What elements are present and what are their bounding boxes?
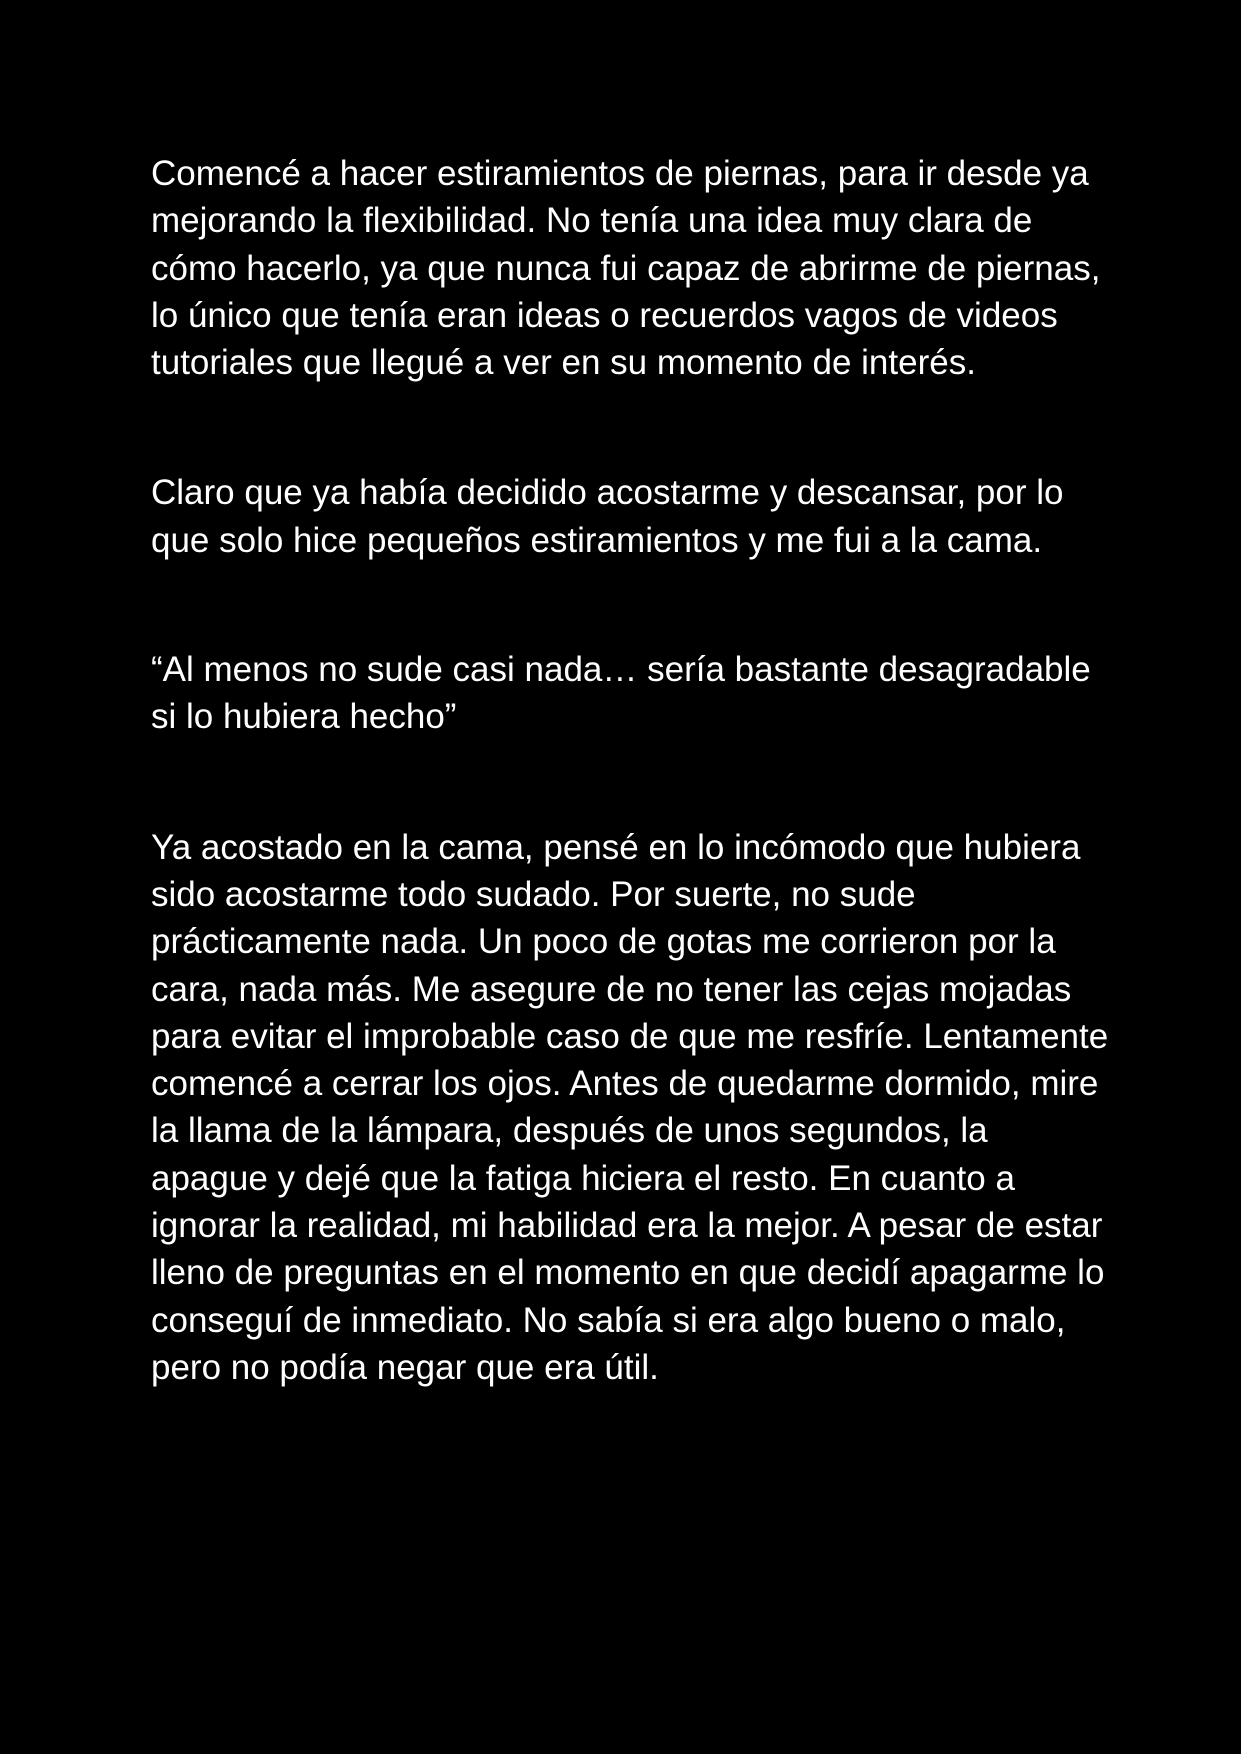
- paragraph-stretching: Comencé a hacer estiramientos de piernas, para ir desde ya mejorando la flexibilidad. No tenía una idea muy clara de cómo hacerlo, ya que nunca fui capaz de abrirme de piernas, lo único que tenía eran ideas o recuerdos vagos de videos tutoriales que llegué a ver en su momento de interés.: [151, 154, 1101, 383]
- paragraph-quote: “Al menos no sude casi nada… sería bastante desagradable si lo hubiera hecho”: [151, 650, 1091, 737]
- paragraph-going-to-bed: Claro que ya había decidido acostarme y descansar, por lo que solo hice pequeños estiramientos y me fui a la cama.: [151, 473, 1064, 560]
- paragraph-falling-asleep: Ya acostado en la cama, pensé en lo incómodo que hubiera sido acostarme todo sudado. Por suerte, no sude prácticamente nada. Un poco de gotas me corrieron por la cara, nada más. Me asegure de no tener las cejas mojadas para evitar el improbable caso de que me resfríe. Lentamente comencé a cerrar los ojos. Antes de quedarme dormido, mire la llama de la lámpara, después de unos segundos, la apague y dejé que la fatiga hiciera el resto. En cuanto a ignorar la realidad, mi habilidad era la mejor. A pesar de estar lleno de preguntas en el momento en que decidí apagarme lo conseguí de inmediato. No sabía si era algo bueno o malo, pero no podía negar que era útil.: [151, 827, 1109, 1387]
- text-column: [151, 150, 1111, 1391]
